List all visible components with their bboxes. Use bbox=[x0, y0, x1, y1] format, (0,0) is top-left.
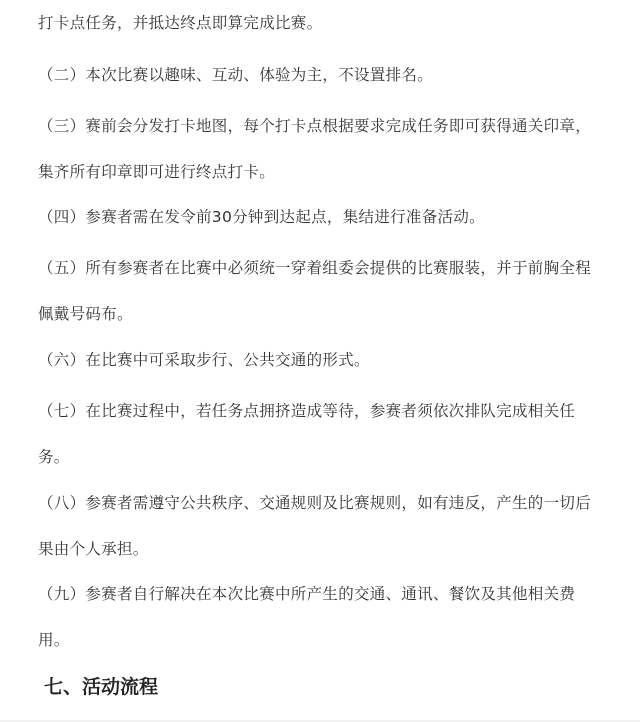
rule-paragraph-1-continuation: 打卡点任务，并抵达终点即算完成比赛。 bbox=[38, 14, 323, 32]
rule-paragraph-5: （五）所有参赛者在比赛中必须统一穿着组委会提供的比赛服装，并于前胸全程佩戴号码布。 bbox=[38, 259, 592, 323]
rule-paragraph-4: （四）参赛者需在发令前30分钟到达起点，集结进行准备活动。 bbox=[38, 208, 485, 226]
rule-paragraph-3: （三）赛前会分发打卡地图，每个打卡点根据要求完成任务即可获得通关印章，集齐所有印章即可进行终点打卡。 bbox=[38, 117, 592, 181]
section-heading: 七、活动流程 bbox=[44, 676, 159, 698]
rule-paragraph-2: （二）本次比赛以趣味、互动、体验为主，不设置排名。 bbox=[38, 66, 434, 84]
rule-paragraph-6: （六）在比赛中可采取步行、公共交通的形式。 bbox=[38, 351, 370, 369]
rule-paragraph-8: （八）参赛者需遵守公共秩序、交通规则及比赛规则，如有违反，产生的一切后果由个人承担。 bbox=[38, 494, 592, 558]
rule-paragraph-9: （九）参赛者自行解决在本次比赛中所产生的交通、通讯、餐饮及其他相关费用。 bbox=[38, 585, 576, 649]
rule-paragraph-7: （七）在比赛过程中，若任务点拥挤造成等待，参赛者须依次排队完成相关任务。 bbox=[38, 402, 576, 466]
